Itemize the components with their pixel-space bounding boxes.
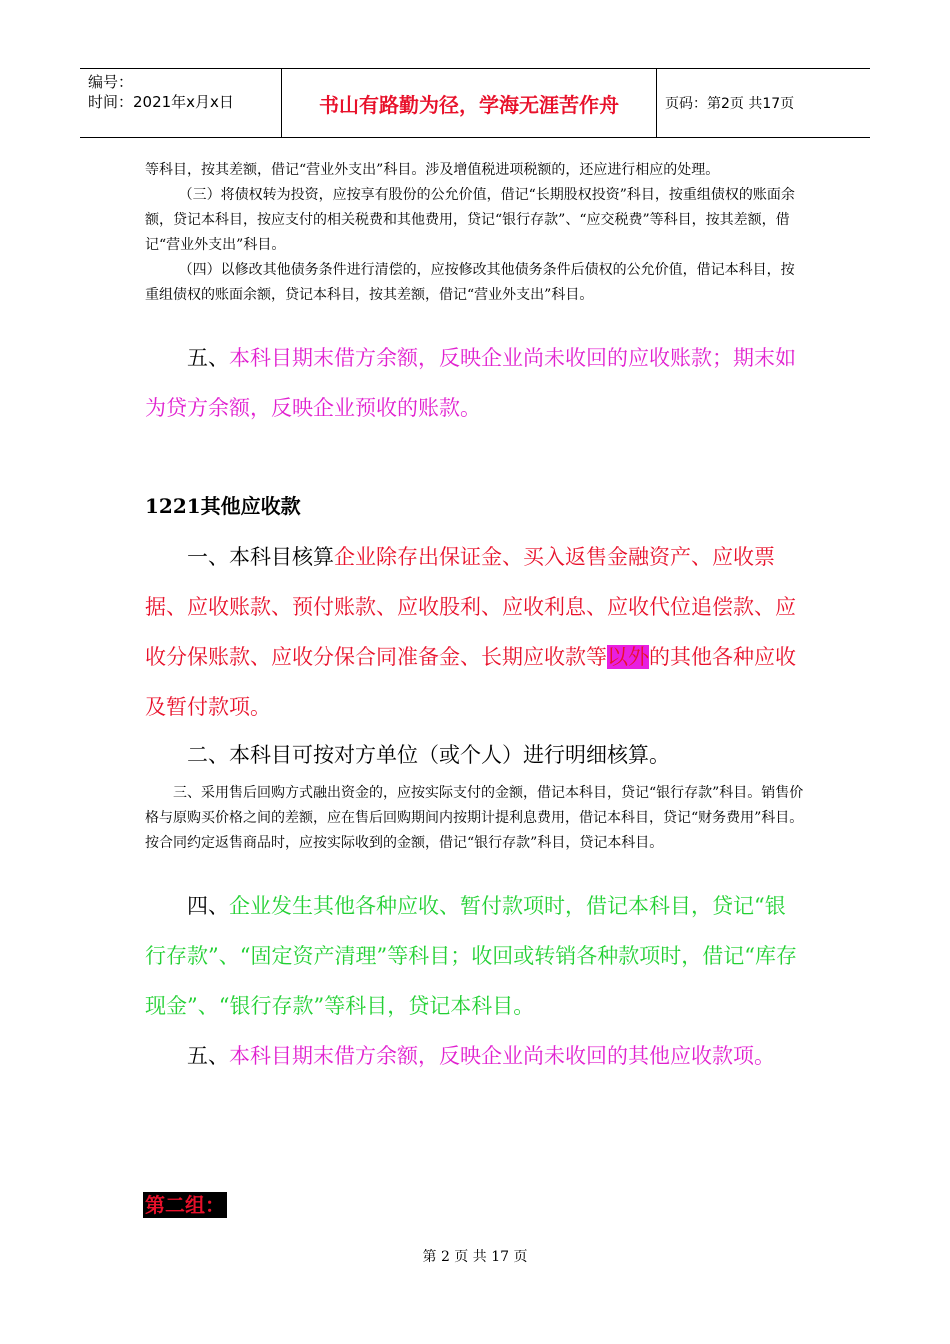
item-1-suffix: 的其他各种应收及暂付款项。 xyxy=(145,645,796,719)
header-meta-cell xyxy=(80,69,282,137)
item-2-text: 二、本科目可按对方单位（或个人）进行明细核算。 xyxy=(187,743,670,767)
group-label: 第二组： xyxy=(145,1193,225,1217)
item-4-prefix: 四、 xyxy=(187,894,229,918)
footer-page-number: 第 2 页 共 17 页 xyxy=(422,1249,528,1265)
item-4 xyxy=(145,881,805,1031)
item-5-text: 本科目期末借方余额，反映企业尚未收回的其他应收款项。 xyxy=(229,1044,775,1068)
item-1-highlight: 以外 xyxy=(607,645,649,669)
top-paragraph-3: （四）以修改其他债务条件进行清偿的，应按修改其他债务条件后债权的公允价值，借记本科目，按重组债权的账面余额，贷记本科目，按其差额，借记“营业外支出”科目。 xyxy=(145,262,795,303)
item-5-prefix: 五、 xyxy=(187,1044,229,1068)
item-1 xyxy=(145,532,805,732)
item-3 xyxy=(145,781,805,856)
section-5a-text: 本科目期末借方余额，反映企业尚未收回的应收账款；期末如为贷方余额，反映企业预收的账款。 xyxy=(145,346,796,420)
code-label: 编号： xyxy=(88,73,134,91)
motto: 书山有路勤为径，学海无涯苦作舟 xyxy=(282,69,657,137)
top-paragraph-2: （三）将债权转为投资，应按享有股份的公允价值，借记“长期股权投资”科目，按重组债权的账面余额，贷记本科目，按应支付的相关税费和其他费用，贷记“银行存款”、“应交税费”等科目，按其差额，借记“营业外支出”科目。 xyxy=(145,187,795,253)
item-4-green: 企业发生其他各种应收、暂付款项时，借记本科目，贷记“银行存款”、“固定资产清理”等科目；收回或转销各种款项时，借记“库存现金”、“银行存款”等科目，贷记本科目。 xyxy=(145,894,797,1018)
item-1-prefix: 一、本科目核算 xyxy=(187,545,334,569)
item-3-text: 三、采用售后回购方式融出资金的，应按实际支付的金额，借记本科目，贷记“银行存款”科目。销售价格与原购买价格之间的差额，应在售后回购期间内按期计提利息费用，借记本科目，贷记“财务费用”科目。按合同约定返售商品时，应按实际收到的金额，借记“银行存款”科目，贷记本科目。 xyxy=(145,785,804,851)
top-text-block xyxy=(145,158,805,308)
time-label: 时间：2021年x月x日 xyxy=(88,93,234,111)
heading-1221: 1221其他应收款 xyxy=(145,494,301,518)
top-paragraph-1: 等科目，按其差额，借记“营业外支出”科目。涉及增值税进项税额的，还应进行相应的处理。 xyxy=(145,162,720,178)
header-table xyxy=(80,68,870,138)
item-2 xyxy=(145,730,805,780)
item-1-red: 企业除存出保证金、买入返售金融资产、应收票据、应收账款、预付账款、应收股利、应收利息、应收代位追偿款、应收分保账款、应收分保合同准备金、长期应收款等 xyxy=(145,545,796,669)
page-info: 页码：第2页 共17页 xyxy=(665,96,795,112)
section-5a-prefix: 五、 xyxy=(187,346,229,370)
item-5 xyxy=(145,1031,805,1081)
section-5a xyxy=(145,333,805,433)
